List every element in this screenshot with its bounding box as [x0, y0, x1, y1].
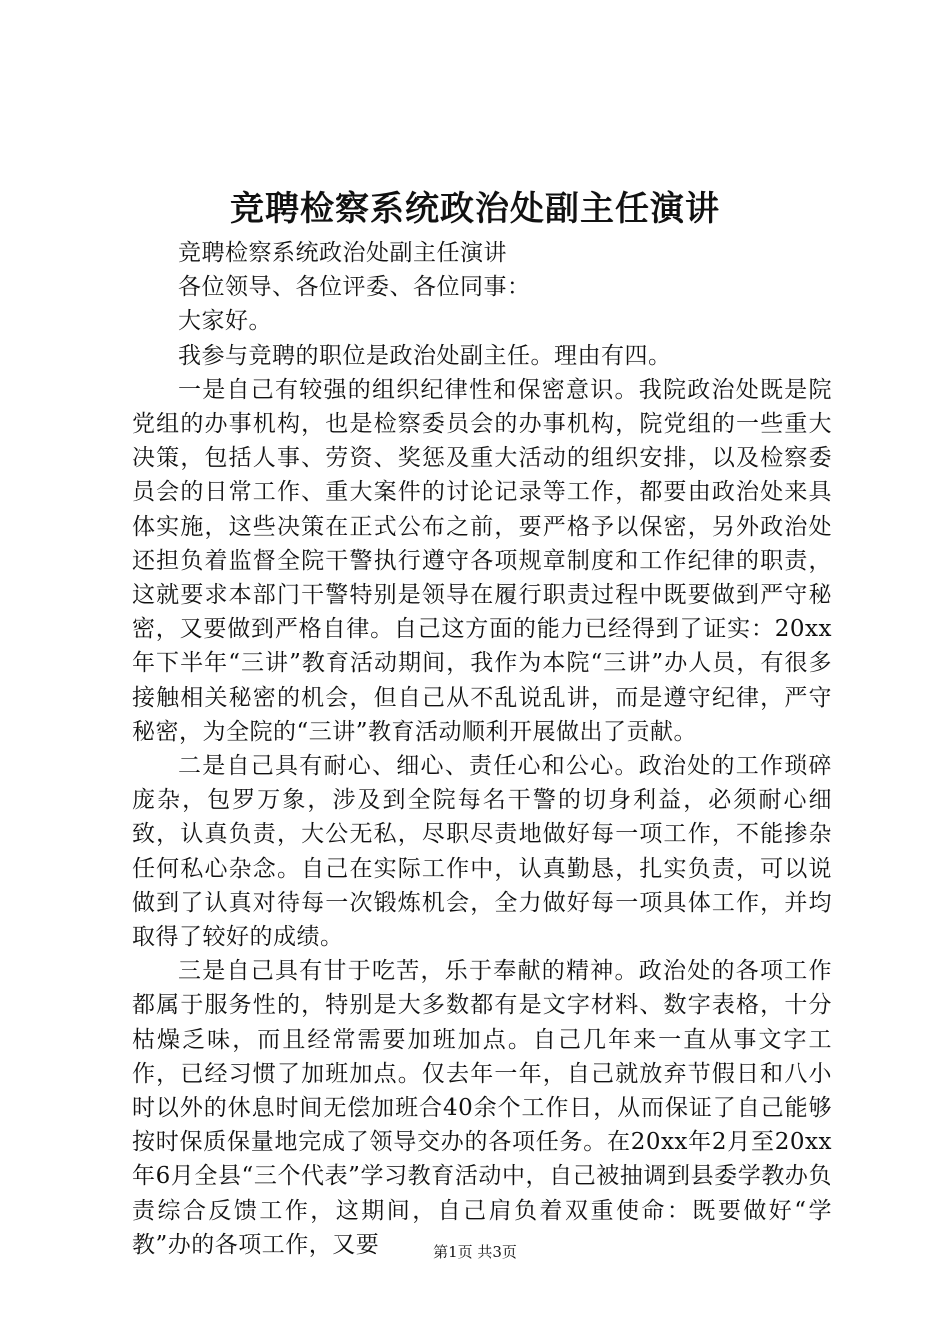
paragraph-intro: 我参与竞聘的职位是政治处副主任。理由有四。 [178, 342, 672, 369]
paragraph-salutation: 各位领导、各位评委、各位同事： [178, 274, 531, 301]
paragraph-reason-one: 一是自己有较强的组织纪律性和保密意识。我院政治处既是院党组的办事机构，也是检察委员会的办事机构，院党组的一些重大决策，包括人事、劳资、奖惩及重大活动的组织安排，以及检察委员会的日常工作、重大案件的讨论记录等工作，都要由政治处来具体实施，这些决策在正式公布之前，要严格予以保密，另外政治处还担负着监督全院干警执行遵守各项规章制度和工作纪律的职责，这就要求本部门干警特别是领导在履行职责过程中既要做到严守秘密，又要做到严格自律。自己这方面的能力已经得到了证实：20xx年下半年“三讲”教育活动期间，我作为本院“三讲”办人员，有很多接触相关秘密的机会，但自己从不乱说乱讲，而是遵守纪律，严守秘密，为全院的“三讲”教育活动顺利开展做出了贡献。 [132, 376, 832, 745]
paragraph-heading-repeat: 竞聘检察系统政治处副主任演讲 [178, 240, 507, 266]
document-title: 竞聘检察系统政治处副主任演讲 [230, 189, 720, 229]
paragraph-reason-two: 二是自己具有耐心、细心、责任心和公心。政治处的工作琐碎庞杂，包罗万象，涉及到全院每名干警的切身利益，必须耐心细致，认真负责，大公无私，尽职尽责地做好每一项工作，不能掺杂任何私心杂念。自己在实际工作中，认真勤恳，扎实负责，可以说做到了认真对待每一次锻炼机会，全力做好每一项具体工作，并均取得了较好的成绩。 [132, 753, 832, 951]
document-body [132, 236, 832, 1262]
page-number-footer: 第1页 共3页 [433, 1243, 517, 1261]
paragraph-reason-three: 三是自己具有甘于吃苦，乐于奉献的精神。政治处的各项工作都属于服务性的，特别是大多数都有是文字材料、数字表格，十分枯燥乏味，而且经常需要加班加点。自己几年来一直从事文字工作，已经习惯了加班加点。仅去年一年，自己就放弃节假日和八小时以外的休息时间无偿加班合40余个工作日，从而保证了自己能够按时保质保量地完成了领导交办的各项任务。在20xx年2月至20xx年6月全县“三个代表”学习教育活动中，自己被抽调到县委学教办负责综合反馈工作，这期间，自己肩负着双重使命：既要做好“学教”办的各项工作，又要 [132, 958, 832, 1258]
paragraph-greeting: 大家好。 [178, 308, 272, 335]
